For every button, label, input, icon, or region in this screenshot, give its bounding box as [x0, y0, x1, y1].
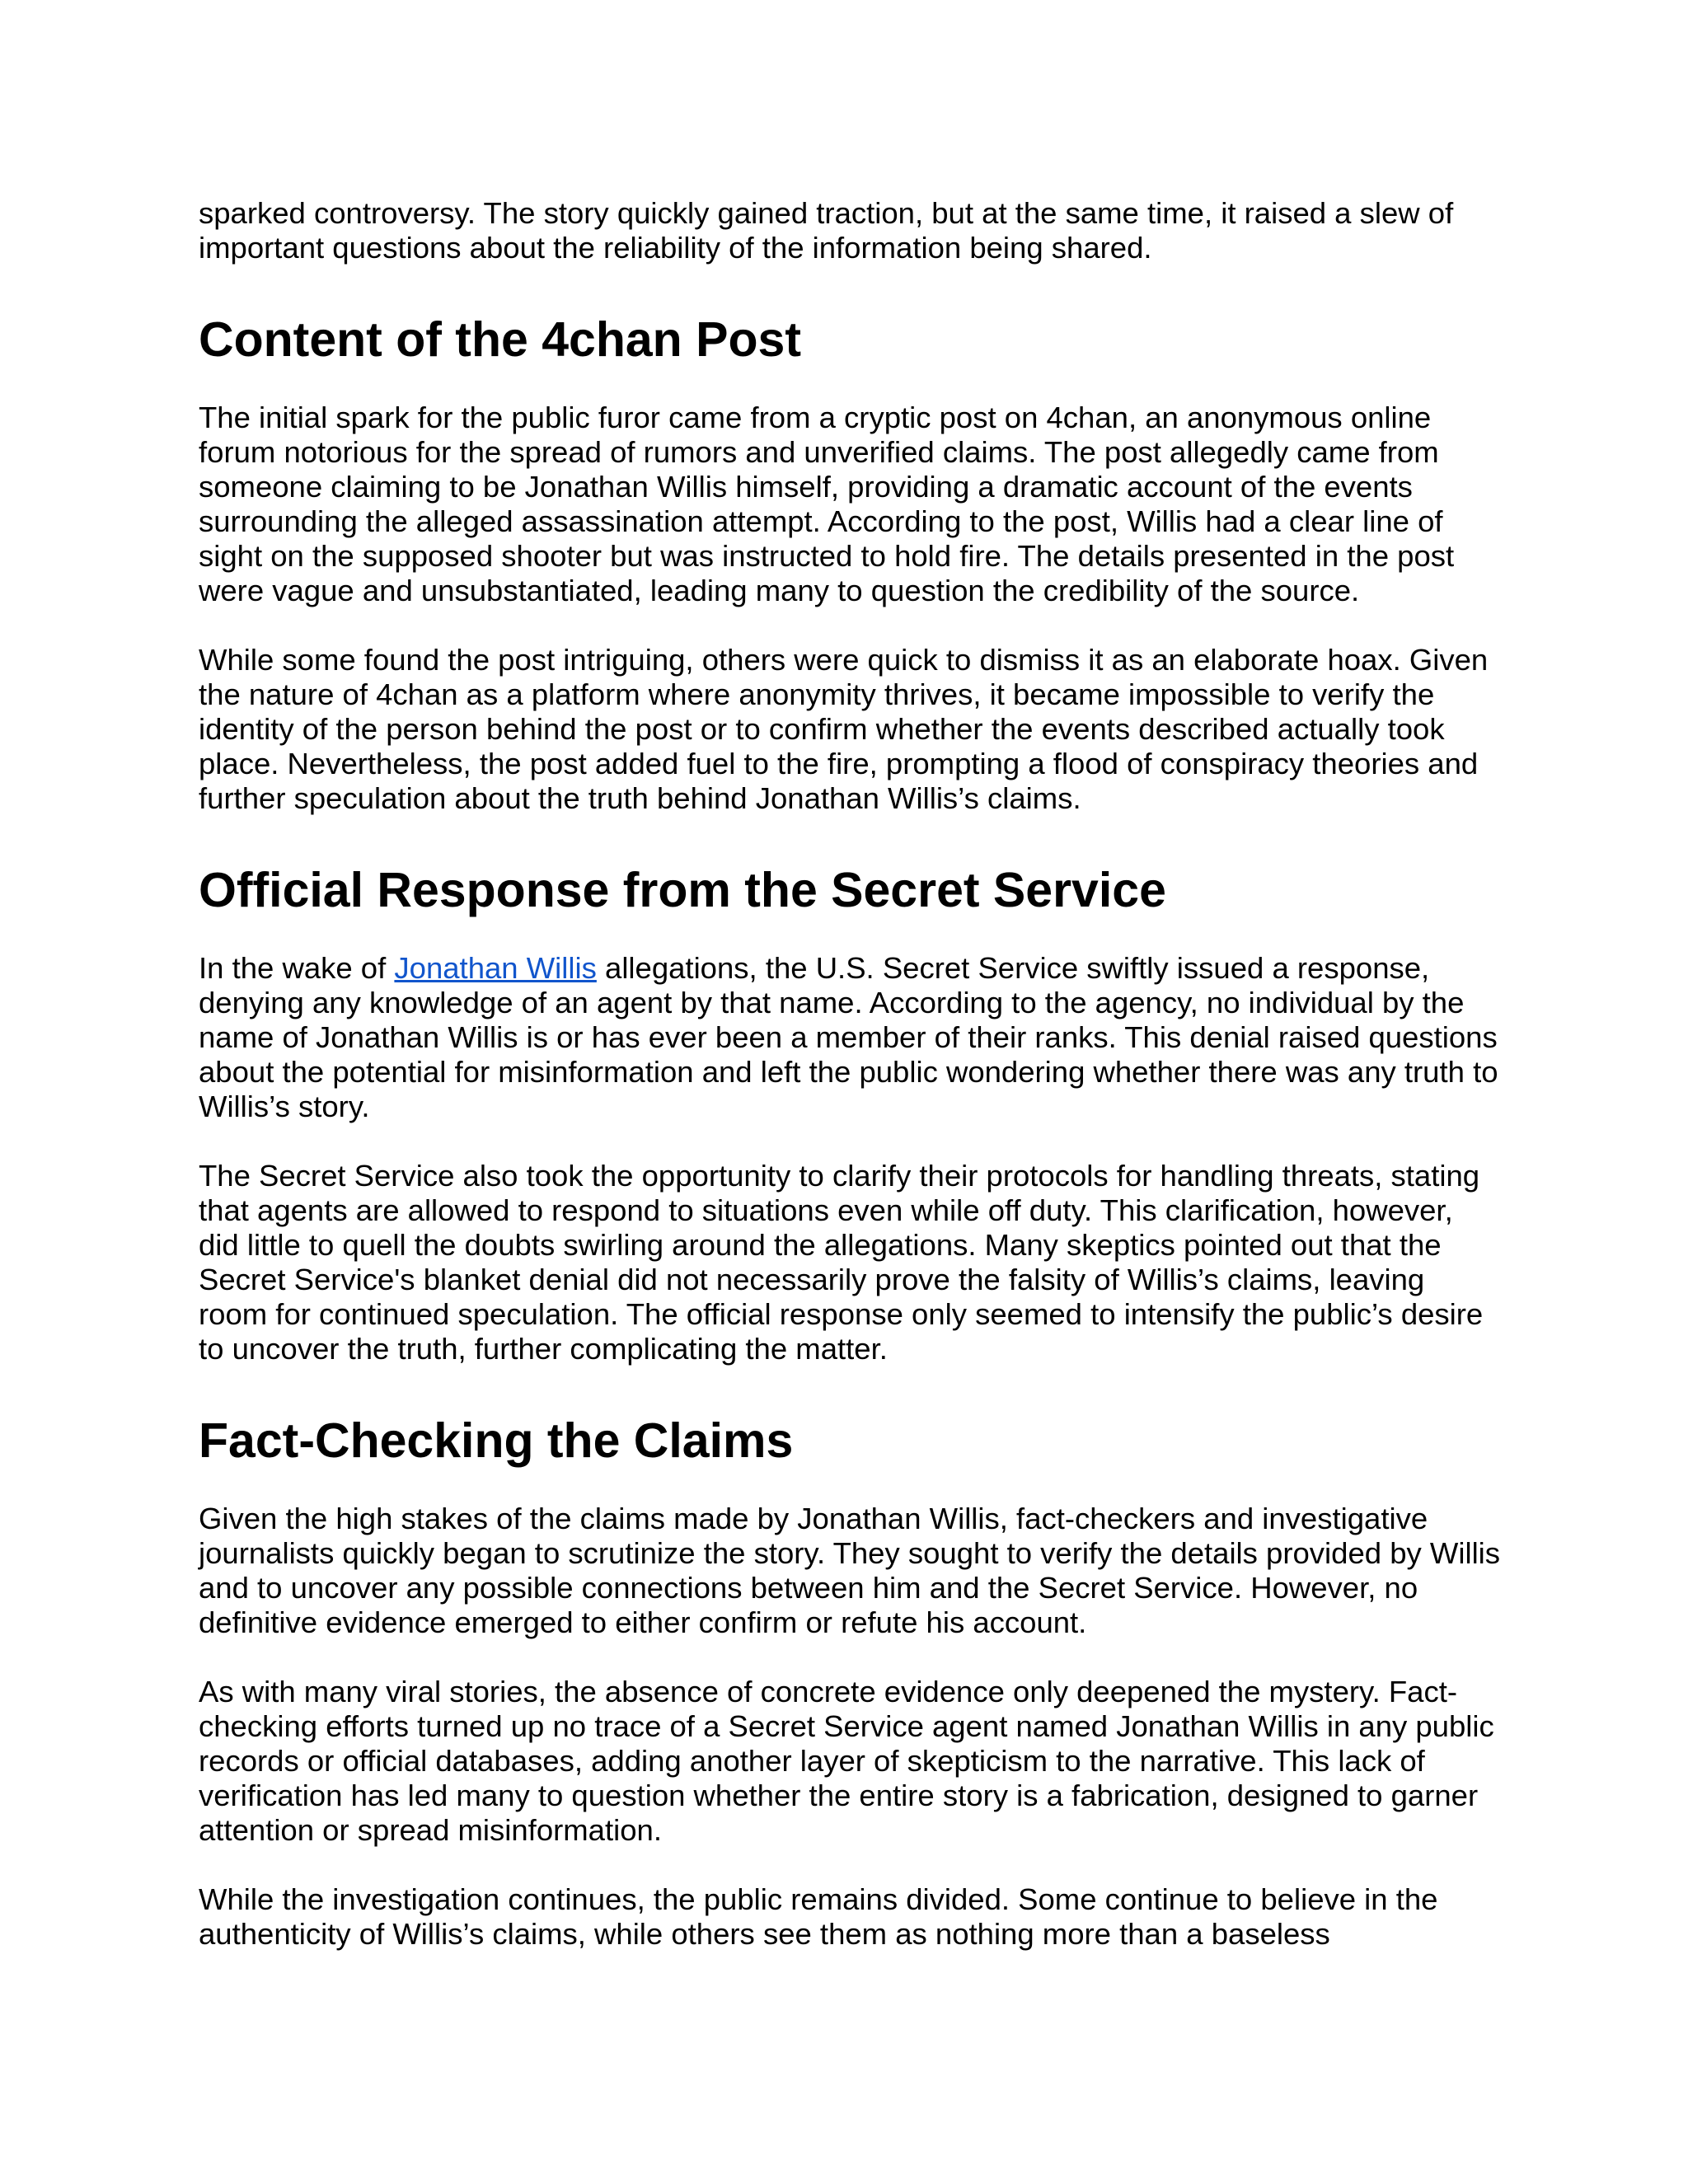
paragraph: While some found the post intriguing, others were quick to dismiss it as an elaborate hoax. Given the nature of 4chan as a platform where anonymity thrives, it became impossible to verify the identity of the person behind the post or to confirm whether the events described actually took place. Nevertheless, the post added fuel to the fire, prompting a flood of conspiracy theories and further speculation about the truth behind Jonathan Willis’s claims. — [199, 643, 1489, 815]
intro-paragraph: sparked controversy. The story quickly gained traction, but at the same time, it raised a slew of important questions about the reliability of the information being shared. — [199, 196, 1454, 265]
document-page — [199, 196, 1501, 1952]
paragraph: Given the high stakes of the claims made by Jonathan Willis, fact-checkers and investigative journalists quickly began to scrutinize the story. They sought to verify the details provided by Willis and to uncover any possible connections between him and the Secret Service. However, no definitive evidence emerged to either confirm or refute his account. — [199, 1502, 1501, 1639]
paragraph: The Secret Service also took the opportunity to clarify their protocols for handling threats, stating that agents are allowed to respond to situations even while off duty. This clarification, however, did little to quell the doubts swirling around the allegations. Many skeptics pointed out that the Secret Service's blanket denial did not necessarily prove the falsity of Willis’s claims, leaving room for continued speculation. The official response only seemed to intensify the public’s desire to uncover the truth, further complicating the matter. — [199, 1159, 1484, 1366]
paragraph: While the investigation continues, the public remains divided. Some continue to believe in the authenticity of Willis’s claims, while others see them as nothing more than a baseless — [199, 1882, 1438, 1951]
paragraph: The initial spark for the public furor came from a cryptic post on 4chan, an anonymous online forum notorious for the spread of rumors and unverified claims. The post allegedly came from someone claiming to be Jonathan Willis himself, providing a dramatic account of the events surrounding the alleged assassination attempt. According to the post, Willis had a clear line of sight on the supposed shooter but was instructed to hold fire. The details presented in the post were vague and unsubstantiated, leading many to question the credibility of the source. — [199, 401, 1455, 607]
paragraph-text: allegations, the U.S. Secret Service swiftly issued a response, denying any knowledge of an agent by that name. According to the agency, no individual by the name of Jonathan Willis is or has ever been a member of their ranks. This denial raised questions about the potential for misinformation and left the public wondering whether there was any truth to Willis’s story. — [199, 951, 1498, 1123]
section-heading-official-response: Official Response from the Secret Service — [199, 863, 1166, 917]
section-heading-4chan-post: Content of the 4chan Post — [199, 312, 801, 367]
paragraph-text: In the wake of — [199, 951, 395, 985]
section-heading-fact-checking: Fact-Checking the Claims — [199, 1413, 794, 1468]
paragraph: As with many viral stories, the absence of concrete evidence only deepened the mystery. Fact-checking efforts turned up no trace of a Secret Service agent named Jonathan Willis in any public records or official databases, adding another layer of skepticism to the narrative. This lack of verification has led many to question whether the entire story is a fabrication, designed to garner attention or spread misinformation. — [199, 1675, 1494, 1847]
paragraph-with-link — [199, 951, 1501, 1124]
jonathan-willis-link[interactable]: Jonathan Willis — [394, 951, 597, 985]
